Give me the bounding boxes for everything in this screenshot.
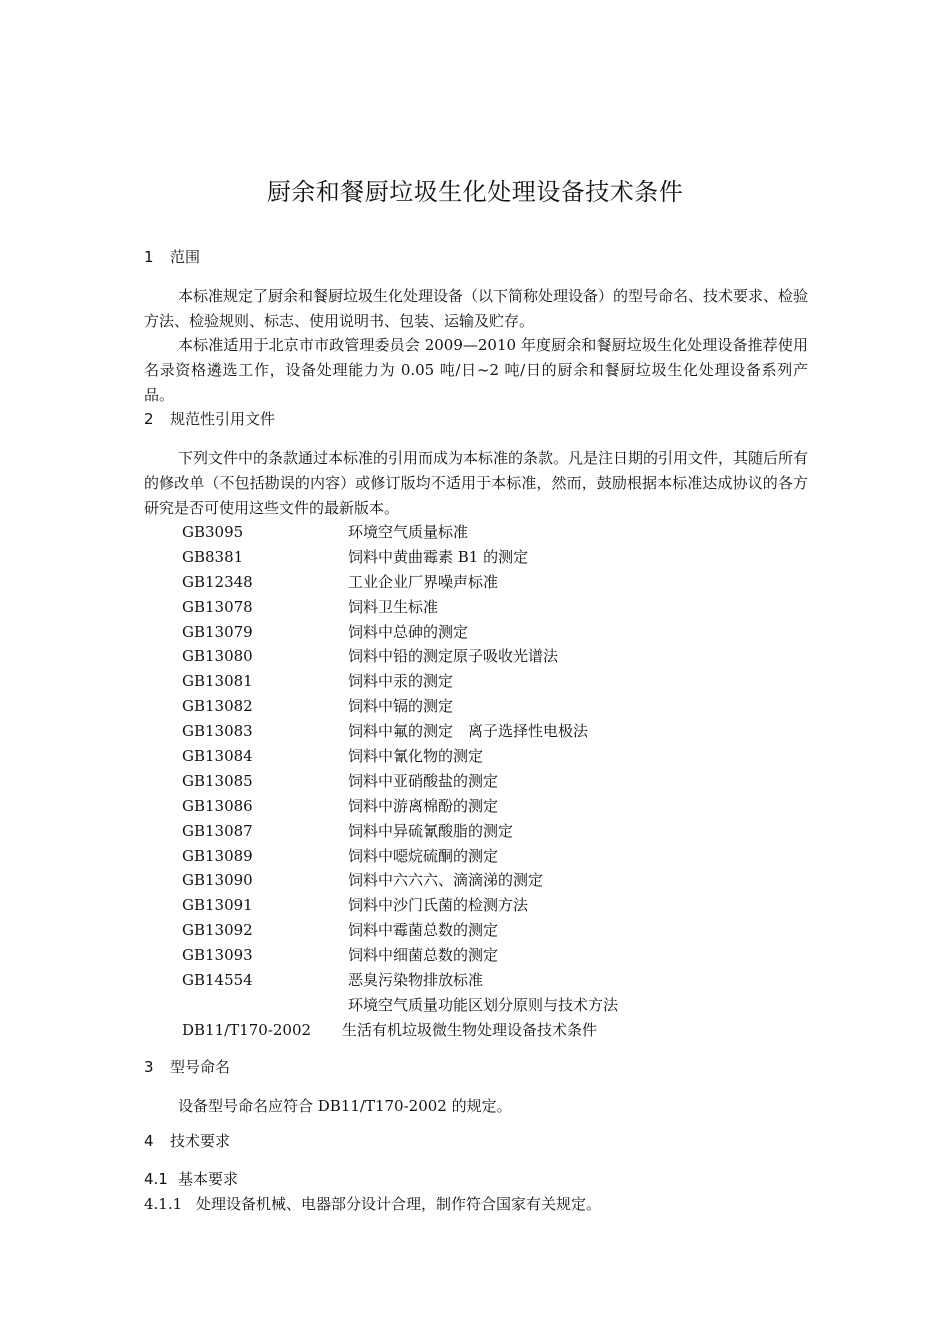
reference-title: 饲料中细菌总数的测定 [348,946,499,965]
reference-title: 环境空气质量功能区划分原则与技术方法 [348,995,619,1014]
reference-code: GB13082 [182,697,253,716]
reference-title: 饲料中霉菌总数的测定 [348,921,499,940]
section-title: 技术要求 [170,1132,231,1150]
reference-code: GB13093 [182,946,253,965]
clause-number: 4.1.1 [144,1195,183,1213]
reference-row [182,595,782,620]
reference-title: 工业企业厂界噪声标准 [348,572,499,591]
reference-code: GB13085 [182,771,253,790]
clause-text: 处理设备机械、电器部分设计合理，制作符合国家有关规定。 [196,1195,602,1213]
reference-row [182,694,782,719]
reference-row [182,719,782,744]
reference-code: GB13079 [182,622,253,641]
section-number: 2 [144,410,154,428]
document-title: 厨余和餐厨垃圾生化处理设备技术条件 [266,178,684,206]
reference-title: 恶臭污染物排放标准 [348,971,484,990]
section-3-heading [144,1056,230,1078]
reference-row [182,794,782,819]
section-title: 型号命名 [170,1058,231,1076]
reference-title: 饲料中异硫氰酸脂的测定 [348,821,514,840]
section-2-heading [144,408,275,430]
reference-title: 饲料中氰化物的测定 [348,747,484,766]
reference-code: GB13084 [182,747,253,766]
reference-code: GB13089 [182,846,253,865]
section-4-heading [144,1130,230,1152]
reference-title: 饲料中黄曲霉素 B1 的测定 [348,547,529,566]
reference-code: GB13080 [182,647,253,666]
reference-title: 饲料中六六六、滴滴涕的测定 [348,871,544,890]
reference-row [182,819,782,844]
subsection-number: 4.1 [144,1170,168,1188]
section-1-heading [144,246,200,268]
reference-code: GB13092 [182,921,253,940]
reference-row [182,769,782,794]
reference-code: GB14554 [182,971,253,990]
section-1-paragraph-2: 本标准适用于北京市市政管理委员会 2009—2010 年度厨余和餐厨垃圾生化处理设备推荐使用名录资格遴选工作，设备处理能力为 0.05 吨/日~2 吨/日的厨余和餐厨垃圾生化处理设备系列产品。 [144,336,808,404]
reference-code: GB13090 [182,871,253,890]
reference-code: GB13081 [182,672,253,691]
reference-row [182,669,782,694]
section-number: 3 [144,1058,154,1076]
reference-code: GB8381 [182,547,244,566]
reference-title: 饲料中噁烷硫酮的测定 [348,846,499,865]
subsection-4-1-heading [144,1168,238,1190]
reference-title: 饲料中汞的测定 [348,672,454,691]
reference-title: 饲料中总砷的测定 [348,622,469,641]
reference-row [182,943,782,968]
reference-title: 饲料中游离棉酚的测定 [348,796,499,815]
section-title: 范围 [170,248,201,266]
reference-title: 饲料中沙门氏菌的检测方法 [348,896,529,915]
reference-row [182,570,782,595]
reference-code: GB13078 [182,597,253,616]
reference-row [182,545,782,570]
reference-code: DB11/T170-2002 [182,1020,312,1039]
reference-title: 饲料中氟的测定 离子选择性电极法 [348,722,589,741]
section-number: 1 [144,248,154,266]
reference-title: 饲料中亚硝酸盐的测定 [348,771,499,790]
reference-code: GB13083 [182,722,253,741]
section-1-paragraph-1: 本标准规定了厨余和餐厨垃圾生化处理设备（以下简称处理设备）的型号命名、技术要求、检验方法、检验规则、标志、使用说明书、包装、运输及贮存。 [144,287,809,330]
normative-references-list [182,520,782,1043]
subsection-title: 基本要求 [178,1170,239,1188]
reference-title: 生活有机垃圾微生物处理设备技术条件 [342,1020,598,1039]
reference-row [182,644,782,669]
reference-code: GB13091 [182,896,253,915]
reference-row [182,844,782,869]
reference-row [182,744,782,769]
reference-row [182,918,782,943]
reference-row [182,1018,782,1043]
reference-code: GB3095 [182,523,244,541]
reference-title: 饲料卫生标准 [348,597,439,616]
reference-row [182,993,782,1018]
clause-4-1-1 [144,1192,808,1216]
reference-row [182,868,782,893]
section-3-paragraph-1: 设备型号命名应符合 DB11/T170-2002 的规定。 [178,1097,512,1115]
reference-row [182,893,782,918]
reference-code: GB13086 [182,796,253,815]
reference-title: 饲料中铅的测定原子吸收光谱法 [348,647,559,666]
reference-title: 环境空气质量标准 [348,523,469,541]
reference-row [182,968,782,993]
reference-row [182,620,782,645]
section-number: 4 [144,1132,154,1150]
reference-code: GB13087 [182,821,253,840]
reference-row [182,520,782,545]
reference-code: GB12348 [182,572,253,591]
section-title: 规范性引用文件 [170,410,276,428]
section-2-paragraph-1: 下列文件中的条款通过本标准的引用而成为本标准的条款。凡是注日期的引用文件，其随后所有的修改单（不包括勘误的内容）或修订版均不适用于本标准，然而，鼓励根据本标准达成协议的各方研究是否可使用这些文件的最新版本。 [144,449,809,517]
reference-title: 饲料中镉的测定 [348,697,454,716]
